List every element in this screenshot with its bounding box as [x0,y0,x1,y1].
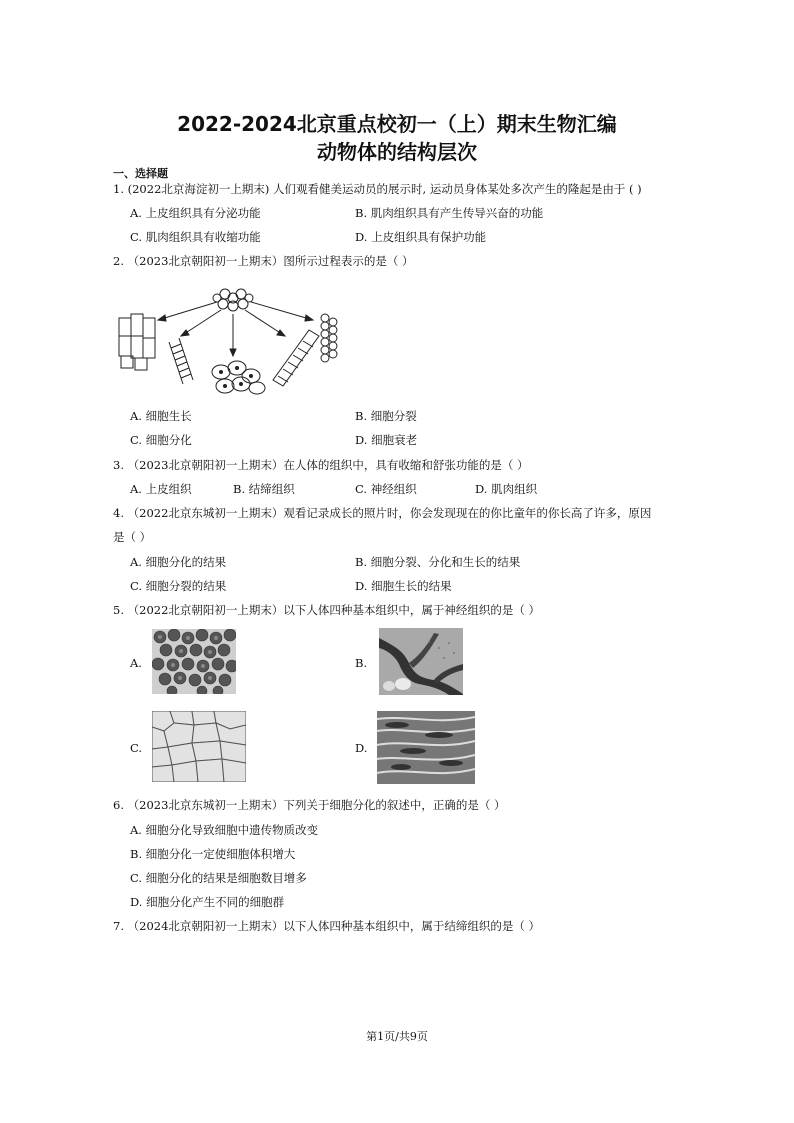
question-3-option-d[interactable]: D. 肌肉组织 [475,482,538,496]
question-5-option-b[interactable]: B. [355,656,368,670]
question-1-option-c[interactable]: C. 肌肉组织具有收缩功能 [130,230,261,244]
question-3-option-b[interactable]: B. 结缔组织 [233,482,295,496]
question-6-option-b[interactable]: B. 细胞分化一定使细胞体积增大 [130,847,296,861]
question-3-option-c[interactable]: C. 神经组织 [355,482,417,496]
question-2-stem: 2. （2023北京朝阳初一上期末）图所示过程表示的是（ ） [113,254,414,268]
cell-differentiation-diagram [113,284,345,400]
document-subtitle: 动物体的结构层次 [317,140,477,164]
question-6-option-a[interactable]: A. 细胞分化导致细胞中遗传物质改变 [130,823,319,837]
question-1-option-a[interactable]: A. 上皮组织具有分泌功能 [130,206,261,220]
epithelial-tissue-micrograph [152,711,246,782]
question-7-stem: 7. （2024北京朝阳初一上期末）以下人体四种基本组织中，属于结缔组织的是（ ） [113,919,541,933]
question-2-option-c[interactable]: C. 细胞分化 [130,433,192,447]
question-2-option-d[interactable]: D. 细胞衰老 [355,433,418,447]
question-5-stem: 5. （2022北京朝阳初一上期末）以下人体四种基本组织中，属于神经组织的是（ ） [113,603,541,617]
blood-cells-micrograph [152,629,236,694]
document-title: 2022-2024北京重点校初一（上）期末生物汇编 [177,112,617,136]
question-4-stem-line2: 是（ ） [113,530,152,544]
question-3-stem: 3. （2023北京朝阳初一上期末）在人体的组织中，具有收缩和舒张功能的是（ ） [113,458,529,472]
question-4-option-c[interactable]: C. 细胞分裂的结果 [130,579,227,593]
question-5-option-a[interactable]: A. [130,656,142,670]
question-2-option-b[interactable]: B. 细胞分裂 [355,409,417,423]
question-6-option-c[interactable]: C. 细胞分化的结果是细胞数目增多 [130,871,307,885]
question-6-stem: 6. （2023北京东城初一上期末）下列关于细胞分化的叙述中，正确的是（ ） [113,798,506,812]
question-4-option-a[interactable]: A. 细胞分化的结果 [130,555,227,569]
question-6-option-d[interactable]: D. 细胞分化产生不同的细胞群 [130,895,285,909]
question-1-stem: 1. (2022北京海淀初一上期末) 人们观看健美运动员的展示时, 运动员身体某处多次产生的隆起是由于 ( ) [113,182,642,196]
muscle-tissue-micrograph [377,711,475,784]
page-footer: 第1页/共9页 [366,1030,428,1043]
question-5-option-d[interactable]: D. [355,741,368,755]
question-4-stem-line1: 4. （2022北京东城初一上期末）观看记录成长的照片时，你会发现现在的你比童年的你长高了许多，原因 [113,506,652,520]
question-1-option-d[interactable]: D. 上皮组织具有保护功能 [355,230,487,244]
question-4-option-d[interactable]: D. 细胞生长的结果 [355,579,452,593]
question-1-option-b[interactable]: B. 肌肉组织具有产生传导兴奋的功能 [355,206,544,220]
question-4-option-b[interactable]: B. 细胞分裂、分化和生长的结果 [355,555,521,569]
nerve-cell-micrograph [379,628,463,695]
question-2-option-a[interactable]: A. 细胞生长 [130,409,192,423]
section-heading: 一、选择题 [113,167,168,180]
question-3-option-a[interactable]: A. 上皮组织 [130,482,192,496]
question-5-option-c[interactable]: C. [130,741,143,755]
